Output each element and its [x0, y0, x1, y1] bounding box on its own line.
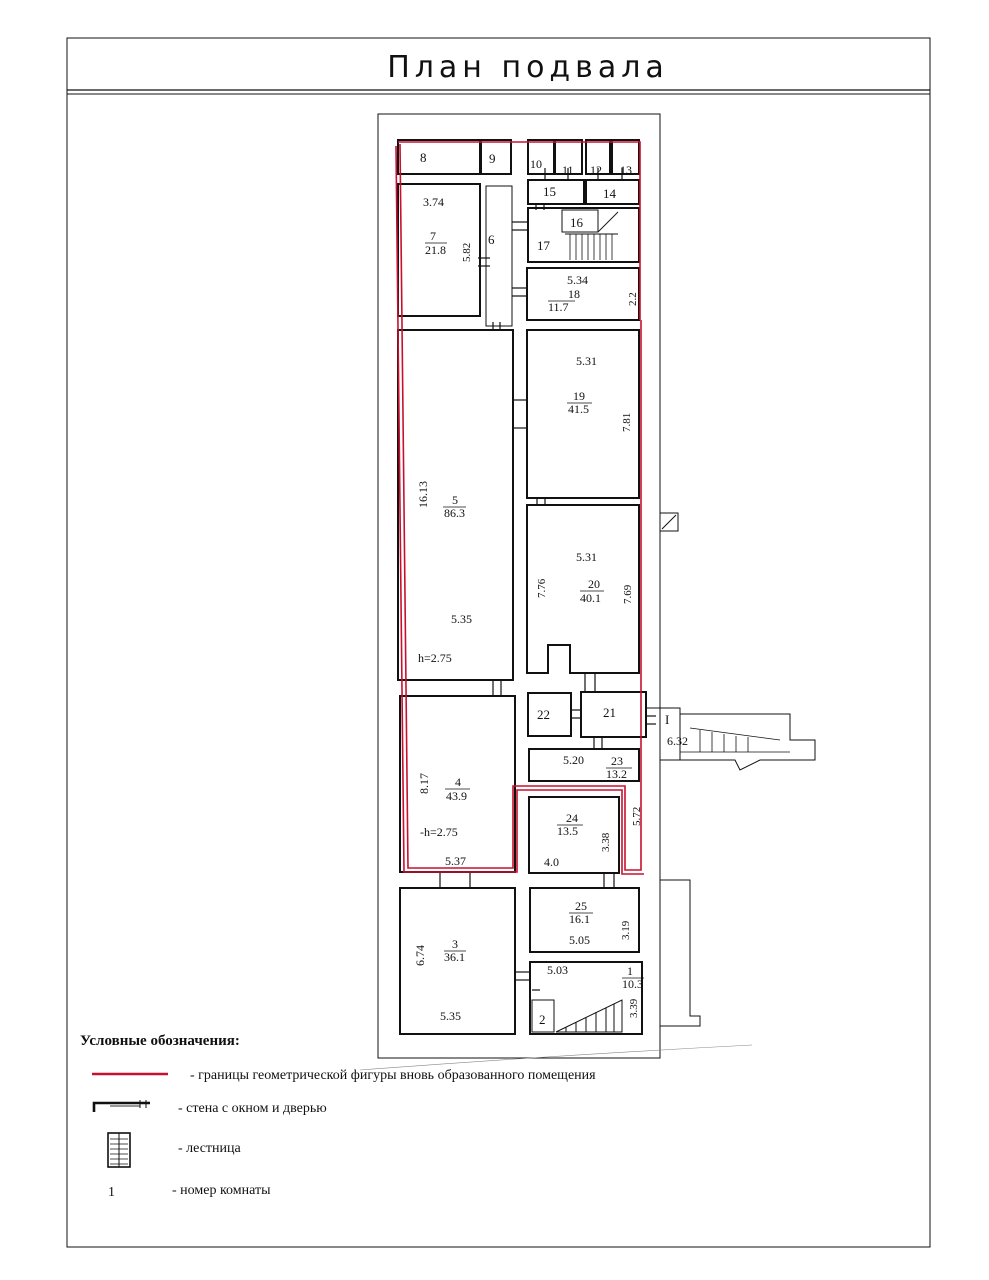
- page-title: План подвала: [387, 50, 669, 85]
- room-18-dim-width: 5.34: [567, 273, 588, 287]
- room-23-number: 23: [611, 754, 623, 768]
- room-25-area: 16.1: [569, 912, 590, 926]
- room-1-dim-depth: 3.39: [628, 998, 640, 1018]
- room-5-dim-width: 5.35: [451, 612, 472, 626]
- room-25-number: 25: [575, 899, 587, 913]
- room-19-dim-length: 7.81: [621, 412, 633, 432]
- room-9-number: 9: [489, 151, 496, 166]
- room-12-number: 12: [590, 163, 602, 177]
- room-3-area: 36.1: [444, 950, 465, 964]
- room-4-number: 4: [455, 775, 461, 789]
- room-7-dim-length: 5.82: [461, 242, 473, 262]
- room-23-area: 13.2: [606, 767, 627, 781]
- room-3-dim-length: 6.74: [413, 945, 427, 966]
- room-19-number: 19: [573, 389, 585, 403]
- room-7-number: 7: [430, 229, 436, 243]
- room-11-number: 11: [562, 163, 574, 177]
- room-20-number: 20: [588, 577, 600, 591]
- room-5-number: 5: [452, 493, 458, 507]
- room-5-height: h=2.75: [418, 651, 452, 665]
- room-1-number: 1: [627, 964, 633, 978]
- room-16-number: 16: [570, 215, 583, 230]
- room-5-dim-length: 16.13: [416, 481, 430, 508]
- room-6-number: 6: [488, 232, 495, 247]
- room-8-number: 8: [420, 150, 427, 165]
- building-outline: [378, 114, 660, 1058]
- room-I-number: I: [665, 712, 670, 727]
- legend-stairs-label: - лестница: [178, 1141, 241, 1156]
- room-25-dim-width: 5.05: [569, 933, 590, 947]
- room-4-height: -h=2.75: [420, 825, 458, 839]
- room-24-dim-width: 4.0: [544, 855, 559, 869]
- room-15-number: 15: [543, 184, 556, 199]
- legend-wall-label: - стена с окном и дверью: [178, 1101, 327, 1116]
- room-8: [398, 140, 480, 174]
- room-13-number: 13: [620, 163, 632, 177]
- room-20-dim-right: 7.69: [622, 584, 634, 604]
- room-labels: [413, 150, 688, 1027]
- room-25-dim-depth: 3.19: [620, 920, 632, 940]
- room-I-dim: 6.32: [667, 734, 688, 748]
- room-3-dim-width: 5.35: [440, 1009, 461, 1023]
- room-2-number: 2: [539, 1012, 546, 1027]
- legend-stairs-icon: [108, 1133, 130, 1167]
- legend-wall-icon: [94, 1100, 150, 1112]
- room-24-dim-depth: 3.38: [600, 832, 612, 852]
- room-4-dim-width: 5.37: [445, 854, 466, 868]
- room-20-dim-width: 5.31: [576, 550, 597, 564]
- room-7-area: 21.8: [425, 243, 446, 257]
- room-24-number: 24: [566, 811, 578, 825]
- room-20-dim-left: 7.76: [536, 578, 548, 598]
- room-4-dim-length: 8.17: [417, 773, 431, 794]
- legend-boundary-label: - границы геометрической фигуры вновь образованного помещения: [190, 1068, 596, 1083]
- room-7-dim-width: 3.74: [423, 195, 444, 209]
- sheet-frame: [67, 38, 930, 1247]
- room-3-number: 3: [452, 937, 458, 951]
- room-9: [481, 140, 511, 174]
- room-4-area: 43.9: [446, 789, 467, 803]
- room-18-dim-depth: 2.2: [627, 292, 639, 306]
- room-20-area: 40.1: [580, 591, 601, 605]
- room-22-number: 22: [537, 707, 550, 722]
- stairs-1: [556, 1000, 622, 1032]
- room-23-dim-length: 5.72: [631, 806, 643, 826]
- room-5-area: 86.3: [444, 506, 465, 520]
- room-18-area: 11.7: [548, 300, 569, 314]
- room-23-dim-width: 5.20: [563, 753, 584, 767]
- room-1-dim-width: 5.03: [547, 963, 568, 977]
- room-17-number: 17: [537, 238, 550, 253]
- room-15: [528, 180, 584, 204]
- room-24-area: 13.5: [557, 824, 578, 838]
- room-18-number: 18: [568, 287, 580, 301]
- legend-heading: Условные обозначения:: [80, 1033, 240, 1049]
- room-10-number: 10: [530, 157, 542, 171]
- room-6: [486, 186, 512, 326]
- outer-ledge: [660, 880, 700, 1026]
- room-1-area: 10.3: [622, 977, 643, 991]
- room-19-dim-width: 5.31: [576, 354, 597, 368]
- room-21-number: 21: [603, 705, 616, 720]
- legend-room-number-sample: 1: [108, 1185, 115, 1200]
- shaft-symbol-diagonal: [662, 515, 676, 529]
- room-19-area: 41.5: [568, 402, 589, 416]
- room-14-number: 14: [603, 186, 616, 201]
- legend-room-number-label: - номер комнаты: [172, 1183, 271, 1198]
- room-16-17: [528, 208, 639, 262]
